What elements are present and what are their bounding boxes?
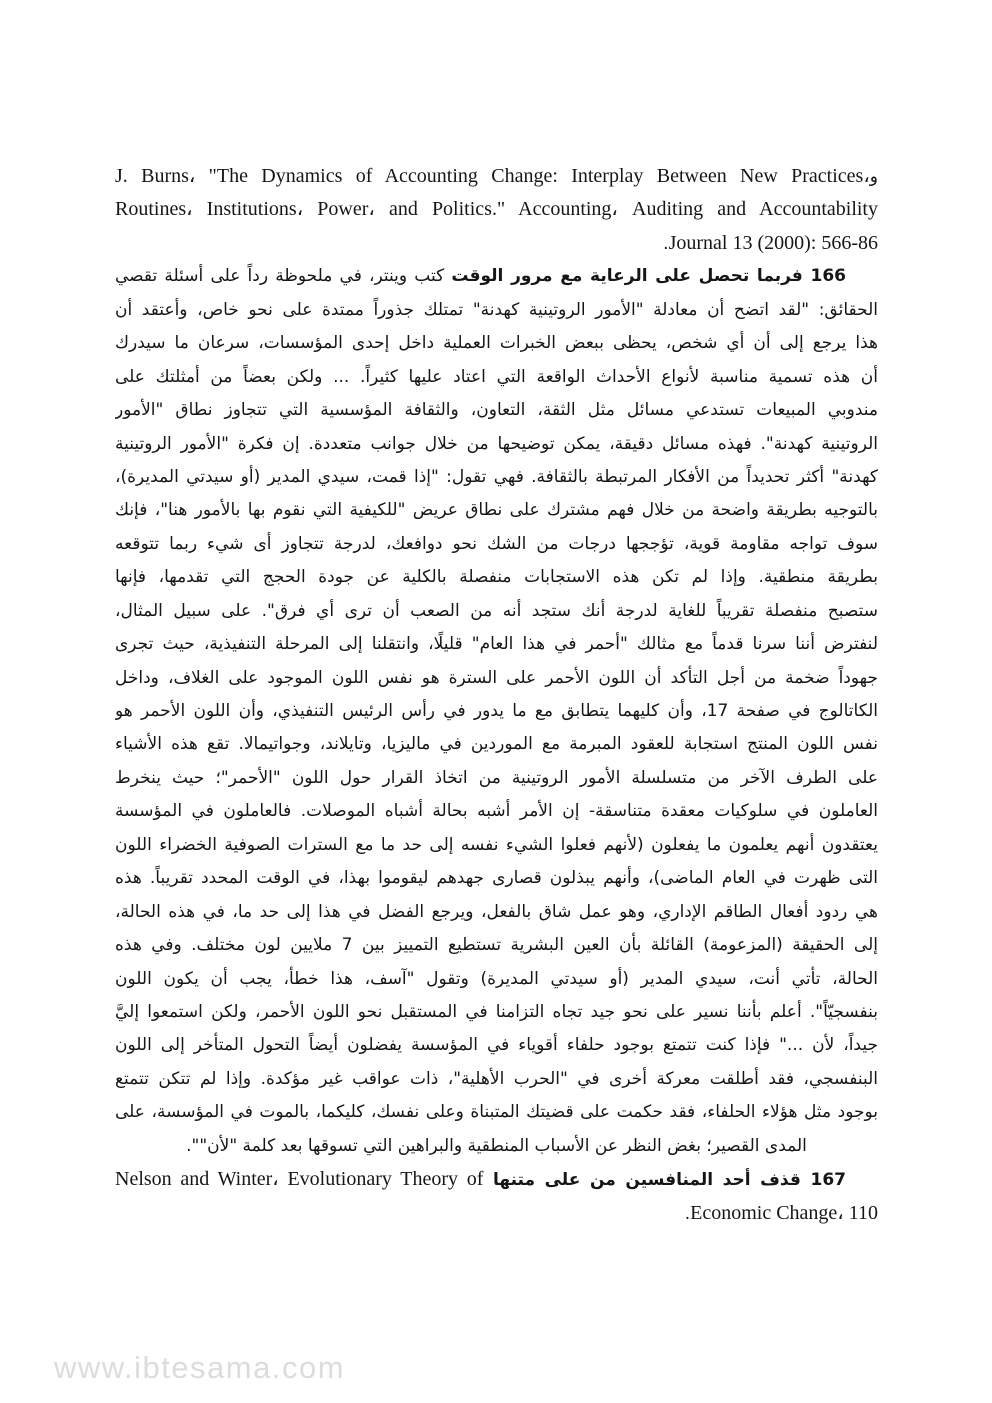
text-line <box>115 1096 878 1129</box>
text-line <box>115 260 878 293</box>
arabic-text-run: جهوداً ضخمة من أجل التأكد أن اللون الأحمر على السترة هو نفس اللون الموجود على الغلاف، وداخل <box>115 667 878 688</box>
english-text-run: Journal 13 (2000): 566-86 <box>668 231 878 254</box>
arabic-text-run: ستصبح منفصلة تقريباً للغاية لدرجة أنك ستجد أنه من الصعب أن ترى أي فرق". على سبيل المثال، <box>115 600 878 621</box>
english-text-run: J. Burns، "The Dynamics of Accounting Change: Interplay Between New Practices، <box>115 165 870 187</box>
arabic-text-run: سوف تواجه مقاومة قوية، تؤججها درجات من الشك نحو دوافعك، لدرجة تتجاوز أى شيء ربما تتوقعه <box>115 533 878 554</box>
arabic-text-run: كهدنة" أكثر تحديداً من الأفكار المرتبطة بالثقافة. فهي تقول: "إذا قمت، سيدي المدير (أو سيدتي المديرة)، <box>115 466 878 487</box>
text-line <box>115 929 878 962</box>
text-line <box>115 428 878 461</box>
note-166 <box>115 260 878 1163</box>
text-line <box>115 327 878 360</box>
text-line <box>115 561 878 594</box>
citation-english-burns <box>115 160 878 260</box>
arabic-text-run: كتب وينتر، في ملحوظة رداً على أسئلة تقصي <box>115 266 452 287</box>
text-line <box>115 695 878 728</box>
text-line <box>115 294 878 327</box>
arabic-text-run: جيداً، لأن ..." فإذا كنت تتمتع بوجود حلفاء أقوياء في المؤسسة يفضلون أيضاً التحول المتأخر إلى اللون <box>115 1035 878 1056</box>
arabic-text-run: لنفترض أننا سرنا قدماً مع مثالك "أحمر في هذا العام" قليلًا، وانتقلنا إلى المرحلة التنفيذية، حيث تجرى <box>115 634 878 655</box>
text-line <box>115 394 878 427</box>
text-line <box>115 795 878 828</box>
arabic-text-run: هي ردود أفعال الطاقم الإداري، وهو عمل شاق بالفعل، ويرجع الفضل في هذا إلى حد ما، في هذه الحالة، <box>115 901 878 922</box>
english-text-run: Nelson and Winter، Evolutionary Theory of <box>115 1168 484 1191</box>
text-line <box>115 528 878 561</box>
arabic-text-run: الحقائق: "لقد اتضح أن معادلة "الأمور الروتينية كهدنة" تمتلك جذوراً ممتدة على نحو خاص، وأعتقد أن <box>115 299 878 320</box>
arabic-text-run: إلى الحقيقة (المزعومة) القائلة بأن العين البشرية تستطيع التمييز بين 7 ملايين لون مختلف. وفي هذه <box>115 935 878 956</box>
note-167 <box>115 1163 878 1230</box>
english-text-run: Routines، Institutions، Power، and Politics." Accounting، Auditing and Accountability <box>115 198 878 221</box>
text-line <box>115 662 878 695</box>
arabic-text-run: هذا يرجع إلى أن أي شخص، يحظى ببعض الخبرات العملية داخل إحدى المؤسسات، سرعان ما سيدرك <box>115 333 878 354</box>
arabic-text-run: بوجود مثل هؤلاء الحلفاء، فقد حكمت على قضيتك المتبناة وعلى نفسك، كليكما، بالموت في المؤسسة، على <box>115 1102 878 1123</box>
arabic-text-run: البنفسجي، فقد أطلقت معركة أخرى في "الحرب الأهلية"، ذات عواقب غير مؤكدة. وإذا لم تتكن تتمتع <box>115 1068 878 1089</box>
text-line <box>115 595 878 628</box>
text-block <box>115 160 878 1230</box>
arabic-text-run: 166 فربما تحصل على الرعاية مع مرور الوقت <box>451 266 846 287</box>
text-line <box>115 1163 878 1196</box>
arabic-text-run: يعتقدون أنهم يعلمون ما يفعلون (لأنهم فعلوا الشيء نفسه إلى حد ما مع السترات الصوفية الخضراء اللون <box>115 834 878 855</box>
watermark: www.ibtesama.com <box>54 1350 346 1385</box>
arabic-text-run: الحالة، تأتي أنت، سيدي المدير (أو سيدتي المديرة) وتقول "آسف، هذا خطأ، يجب أن يكون اللون <box>115 968 878 989</box>
text-line <box>115 896 878 929</box>
arabic-text-run: و <box>869 167 878 187</box>
arabic-text-run: نفس اللون المنتج استجابة للعقود المبرمة مع الموردين في ماليزيا، وتايلاند، وجواتيمالا. تقع هذه الأشياء <box>115 734 878 755</box>
arabic-text-run: بطريقة منطقية. وإذا لم تكن هذه الاستجابات منفصلة بالكلية عن جودة الحجج التي تقدمها، فإنها <box>115 567 878 588</box>
text-line <box>115 361 878 394</box>
text-line <box>115 862 878 895</box>
arabic-text-run: أن هذه تسمية مناسبة لأنواع الأحداث الواقعة التي اعتاد عليها كثيراً. ... ولكن بعضاً من أمثلتك على <box>115 366 878 387</box>
arabic-text-run: التى ظهرت في العام الماضى)، وأنهم يبذلون قصارى جهدهم ليقوموا بهذا، في الوقت المحدد تقريباً. هذه <box>115 868 878 889</box>
text-line <box>115 963 878 996</box>
text-line <box>115 628 878 661</box>
text-line <box>115 160 878 193</box>
text-line <box>115 1197 878 1230</box>
text-line <box>115 762 878 795</box>
text-line <box>115 227 878 260</box>
arabic-text-run: الكاتالوج في صفحة 17، وأن كليهما يتطابق مع ما يدور في رأس الرئيس التنفيذي، وأن اللون الأحمر هو <box>115 701 878 721</box>
arabic-text-run: على الطرف الآخر من متسلسلة الأمور الروتينية من اتخاذ القرار حول اللون "الأحمر"؛ حيث ينخرط <box>115 767 878 788</box>
arabic-text-run: . <box>684 1203 691 1224</box>
text-line <box>115 829 878 862</box>
text-line <box>115 193 878 226</box>
text-line <box>115 996 878 1029</box>
arabic-text-run: الروتينية كهدنة". فهذه مسائل دقيقة، يمكن توضيحها من خلال جوانب متعددة. إن فكرة "الأمور الروتينية <box>115 433 878 454</box>
english-text-run: Economic Change، 110 <box>690 1201 878 1224</box>
text-line <box>115 461 878 494</box>
text-line <box>115 728 878 761</box>
text-line <box>115 1130 878 1163</box>
text-line <box>115 494 878 527</box>
arabic-text-run: المدى القصير؛ بغض النظر عن الأسباب المنطقية والبراهين التي تسوقها بعد كلمة "لأن"". <box>186 1135 807 1156</box>
arabic-text-run: 167 قذف أحد المنافسين من على متنها <box>483 1170 846 1191</box>
arabic-text-run: بنفسجيّاً". أعلم بأننا نسير على نحو جيد تجاه التزامنا في المستقبل نحو اللون الأحمر، ولكن استمعوا إليَّ <box>115 1001 878 1022</box>
arabic-text-run: . <box>663 233 669 254</box>
text-line <box>115 1063 878 1096</box>
arabic-text-run: مندوبي المبيعات تستدعي مسائل مثل الثقة، التعاون، والثقافة المؤسسية التي تتجاوز نطاق "الأمور <box>115 400 878 421</box>
text-line <box>115 1029 878 1062</box>
arabic-text-run: بالتوجيه بطريقة واضحة من خلال فهم مشترك على نطاق عريض "للكيفية التي نقوم بها بالأمور هنا"، فإنك <box>115 500 878 521</box>
arabic-text-run: العاملون في سلوكيات معقدة متناسقة- إن الأمر أشبه بحالة أشباه الموصلات. فالعاملون في المؤسسة <box>115 801 878 822</box>
